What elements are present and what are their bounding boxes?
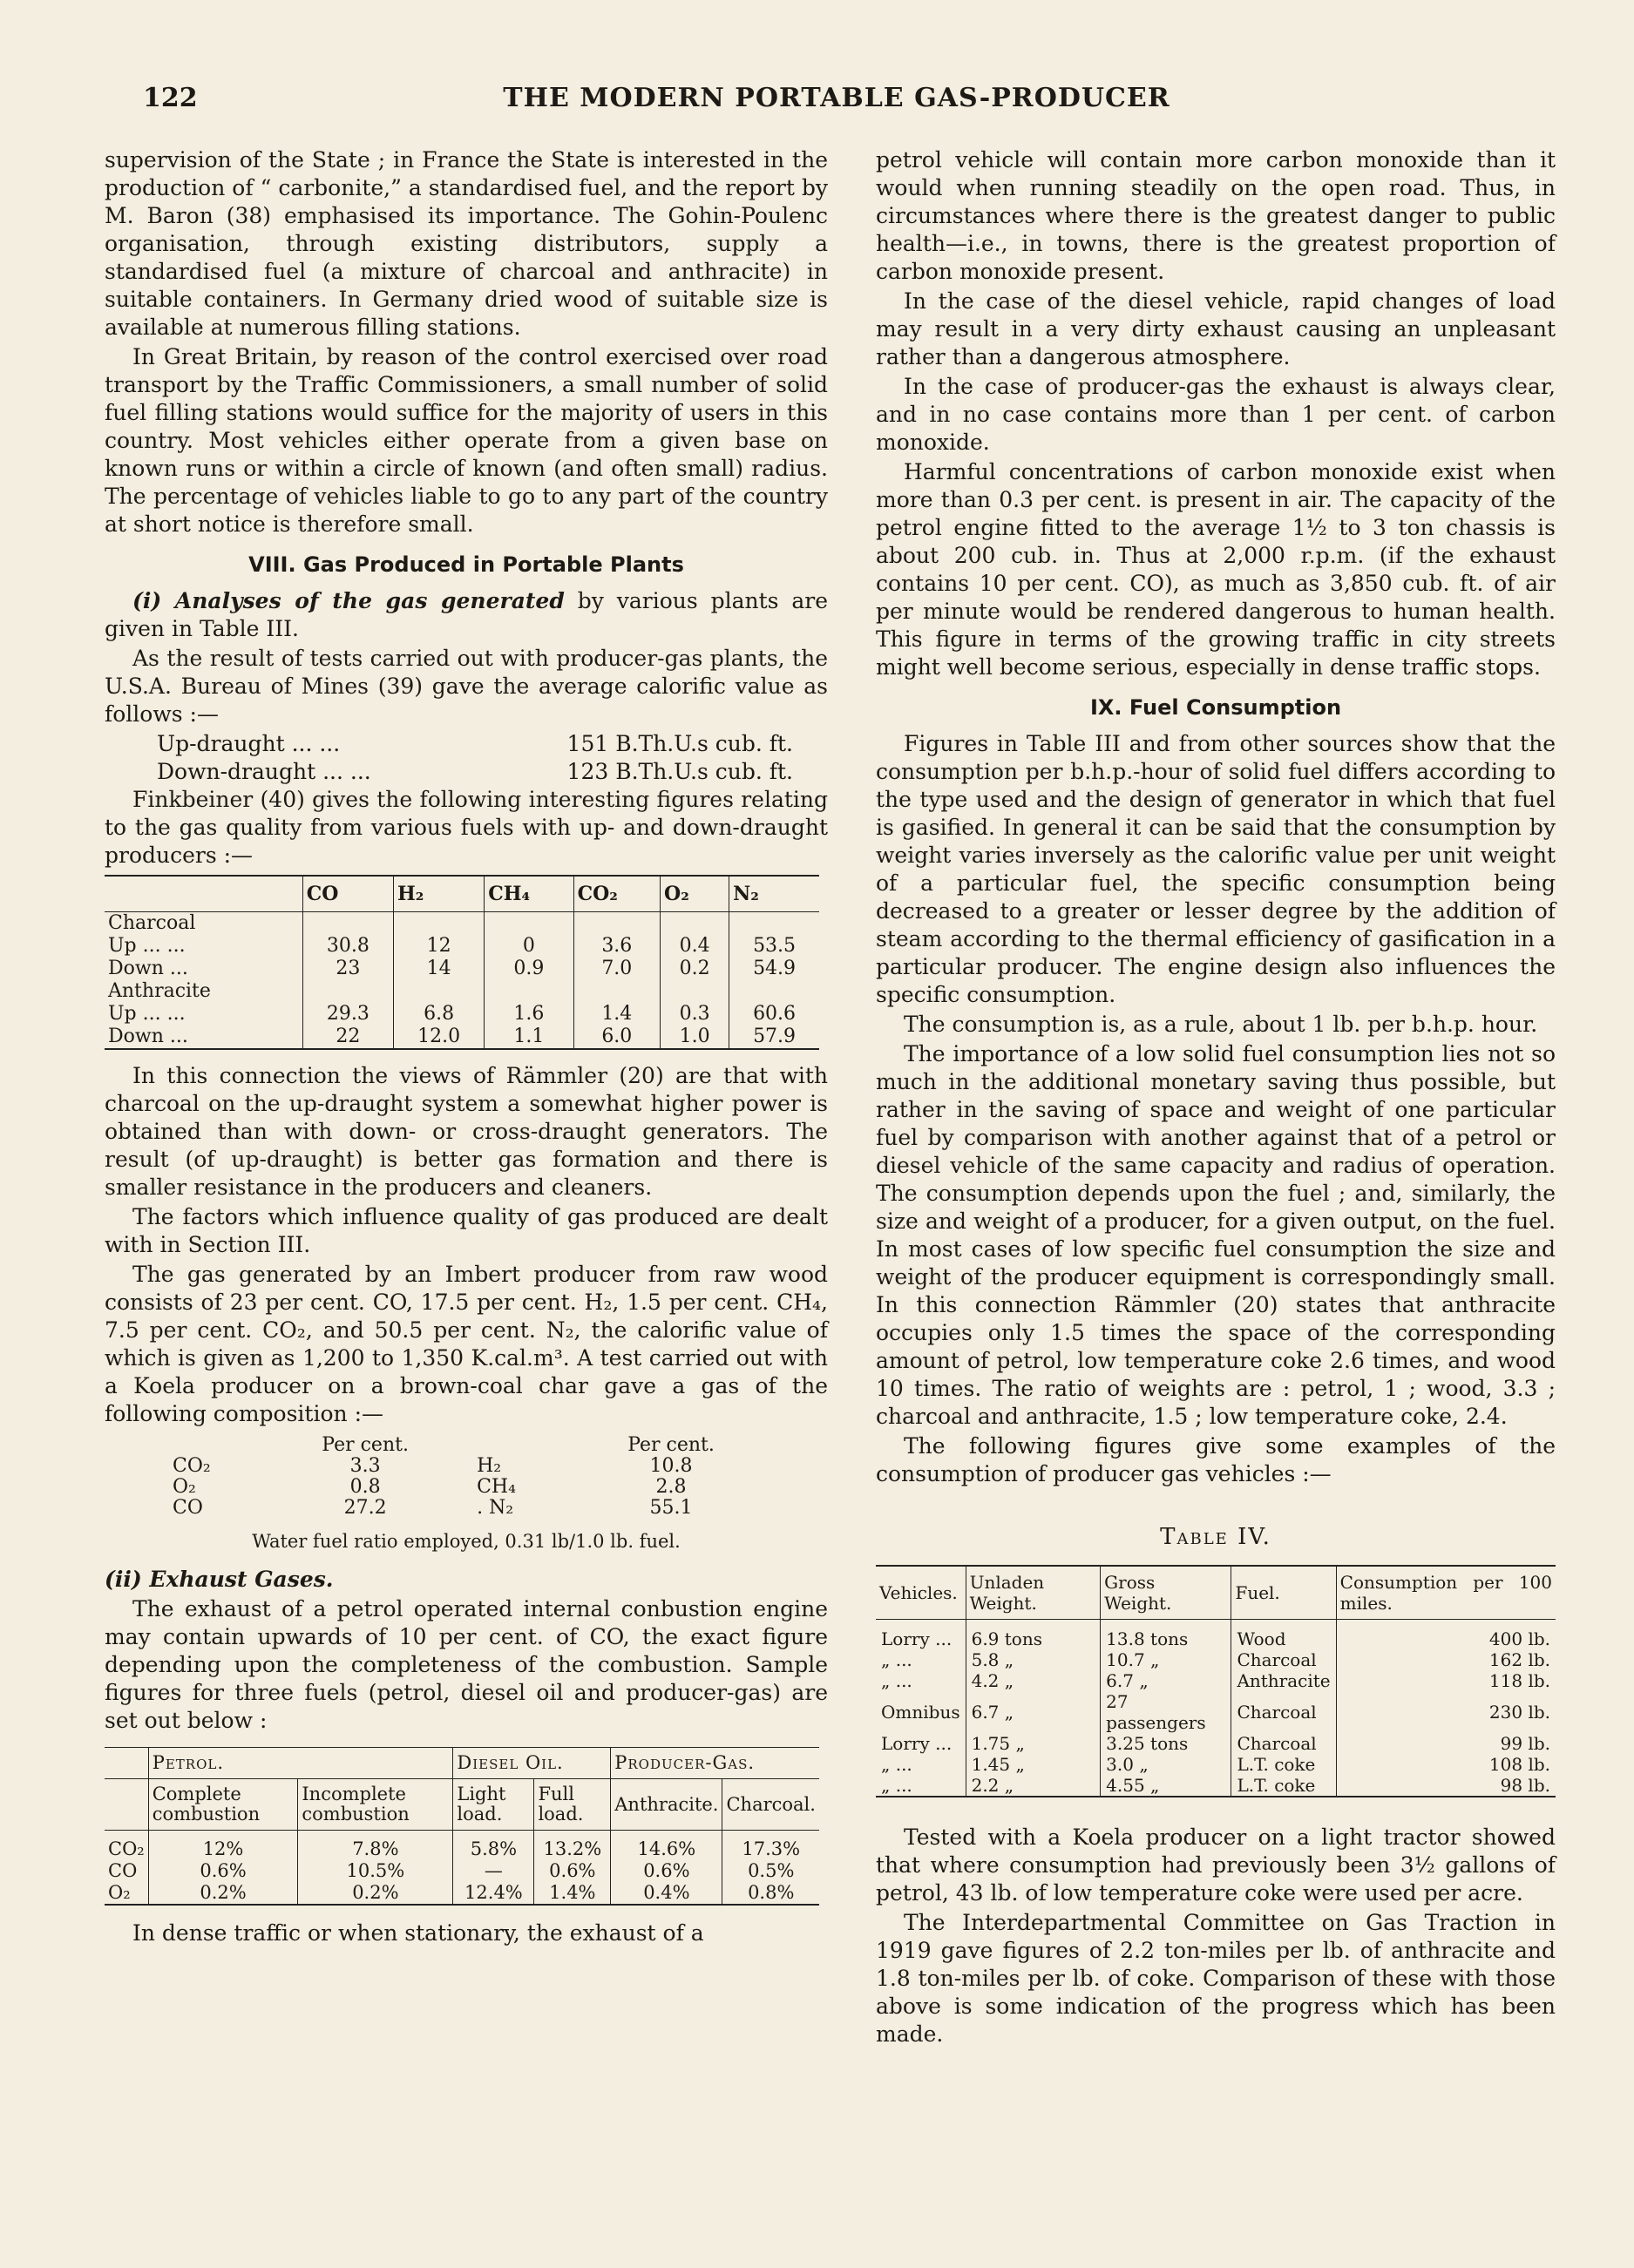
paragraph: supervision of the State ; in France the State is interested in the production of “ carbonite,” a standardised fuel, and the report by M. Baron (38) emphasised its importance. The Gohin-Poulenc organisation, through existing distributors, supply a standardised fuel (a mixture of charcoal and anthracite) in suitable containers. In Germany dried wood of suitable size is available at numerous filling stations. <box>105 147 828 340</box>
table-cell: CO₂ <box>105 1831 148 1861</box>
table-cell <box>302 980 393 1003</box>
paragraph: The importance of a low solid fuel consumption lies not so much in the additional monetary saving thus possible, but rather in the saving of space and weight of one particular fuel by comparison with another against that of a petrol or diesel vehicle of the same capacity and radius of operation. The consumption depends upon the fuel ; and, similarly, the size and weight of a producer, for a given output, on the fuel. In most cases of low specific fuel consumption the size and weight of the producer equipment is correspondingly small. In this connection Rämmler (20) states that anthracite occupies only 1.5 times the space of the corresponding amount of petrol, low temperature coke 2.6 times, and wood 10 times. The ratio of weights are : petrol, 1 ; wood, 3.3 ; charcoal and anthracite, 1.5 ; low temperature coke, 2.4. <box>876 1041 1556 1429</box>
group-header: Producer-Gas. <box>611 1748 819 1779</box>
table-cell: 27.2 <box>343 1497 387 1519</box>
table-cell: 98 lb. <box>1336 1775 1556 1797</box>
paragraph: The exhaust of a petrol operated internal conbustion engine may contain upwards of 10 per cent. of CO, the exact figure depending upon the completeness of the combustion. Sample figures for three fuels (petrol, diesel oil and producer-gas) are set out below : <box>105 1596 828 1733</box>
table-row <box>105 1003 819 1026</box>
table-cell: CO₂ <box>173 1455 211 1477</box>
table-cell: 0.4 <box>661 935 729 958</box>
paragraph-text: by various plants are given in Table III. <box>105 588 829 641</box>
table-cell: 60.6 <box>729 1003 819 1026</box>
table-cell: Lorry ... <box>881 1733 953 1754</box>
table-cell <box>661 912 729 936</box>
table-row <box>876 1649 1556 1670</box>
table-cell: Down ... <box>108 958 188 979</box>
table-cell: 6.8 <box>394 1003 485 1026</box>
table-cell: 1.75 „ <box>966 1733 1101 1754</box>
column-header: N₂ <box>729 876 819 912</box>
table-cell <box>729 980 819 1003</box>
table-cell: 5.8% <box>453 1831 534 1861</box>
fuel-consumption-table <box>876 1565 1556 1797</box>
table-cell: 57.9 <box>729 1026 819 1049</box>
table-cell: 23 <box>302 958 393 980</box>
composition-note: Water fuel ratio employed, 0.31 lb/1.0 lb. fuel. <box>252 1531 681 1552</box>
column-header: Fuel. <box>1231 1566 1336 1620</box>
table-cell: 0.6% <box>534 1860 611 1882</box>
table-cell: 3.0 „ <box>1101 1754 1231 1775</box>
table-cell <box>461 1435 575 1456</box>
table-cell: 0.4% <box>611 1882 722 1905</box>
table-cell <box>394 912 485 936</box>
column-header: Anthracite. <box>611 1779 722 1831</box>
calorific-row <box>105 758 828 786</box>
paragraph: In dense traffic or when stationary, the exhaust of a <box>132 1920 704 1946</box>
table-header-row <box>105 1779 819 1831</box>
table-cell: 0.2% <box>298 1882 453 1905</box>
table-cell: . N₂ <box>477 1497 514 1519</box>
paragraph: The gas generated by an Imbert producer from raw wood consists of 23 per cent. CO, 17.5 per cent. H₂, 1.5 per cent. CH₄, 7.5 per cent. CO₂, and 50.5 per cent. N₂, the calorific value of which is given as 1,200 to 1,350 K.cal.m³. A test carried out with a Koela producer on a brown-coal char gave a gas of the following composition :— <box>105 1262 828 1426</box>
table-cell: 10.5% <box>298 1860 453 1882</box>
table-cell: 0.8% <box>722 1882 819 1905</box>
table-cell: 0 <box>485 935 573 958</box>
table-cell <box>485 912 573 936</box>
right-column <box>876 146 1556 2050</box>
table-row <box>105 1026 819 1049</box>
table-cell: 10.8 <box>649 1455 693 1477</box>
table-cell <box>485 980 573 1003</box>
table-cell: Down ... <box>105 1026 302 1049</box>
paragraph: The following figures give some examples of the consumption of producer gas vehicles :— <box>876 1433 1556 1486</box>
table-cell: 12 <box>394 935 485 958</box>
table-cell: 12% <box>148 1831 298 1861</box>
table-cell: 2.2 „ <box>966 1775 1101 1797</box>
table-cell: 0.2% <box>148 1882 298 1905</box>
column-header <box>105 1779 148 1831</box>
table-cell: O₂ <box>173 1476 196 1498</box>
table-row <box>876 1670 1556 1691</box>
column-header: H₂ <box>394 876 485 912</box>
table-title: Table IV. <box>1160 1524 1271 1550</box>
table-cell <box>729 912 819 936</box>
table-cell: 400 lb. <box>1336 1620 1556 1650</box>
table-row <box>157 1456 767 1477</box>
table-cell: 0.6% <box>148 1860 298 1882</box>
subsection-label: (ii) Exhaust Gases. <box>105 1567 334 1592</box>
table-cell: Omnibus <box>881 1702 960 1723</box>
table-cell: 13.8 tons <box>1101 1620 1231 1650</box>
table-cell: 3.6 <box>573 935 660 958</box>
table-cell: 6.0 <box>573 1026 660 1049</box>
column-header: Complete combustion <box>148 1779 298 1831</box>
table-row <box>105 912 819 936</box>
section-heading: IX. Fuel Consumption <box>1089 695 1342 720</box>
table-cell: 0.6% <box>611 1860 722 1882</box>
table-cell <box>661 980 729 1003</box>
table-cell: 12.4% <box>453 1882 534 1905</box>
paragraph: Harmful concentrations of carbon monoxide exist when more than 0.3 per cent. is present in air. The capacity of the petrol engine fitted to the average 1½ to 3 ton chassis is about 200 cub. in. Thus at 2,000 r.p.m. (if the exhaust contains 10 per cent. CO), as much as 3,850 cub. ft. of air per minute would be rendered dangerous to human health. This figure in terms of the growing traffic in city streets might well become serious, especially in dense traffic stops. <box>876 459 1556 680</box>
table-cell: 12.0 <box>394 1026 485 1049</box>
table-cell: 22 <box>302 1026 393 1049</box>
table-cell: 30.8 <box>302 935 393 958</box>
table-cell: CH₄ <box>477 1476 516 1498</box>
table-row <box>105 958 819 980</box>
table-header-row <box>105 876 819 912</box>
table-cell: 10.7 „ <box>1101 1649 1231 1670</box>
table-cell: 162 lb. <box>1336 1649 1556 1670</box>
table-cell: 99 lb. <box>1336 1733 1556 1754</box>
table-cell: Per cent. <box>627 1434 715 1456</box>
table-cell: 13.2% <box>534 1831 611 1861</box>
cv-value: 123 B.Th.U.s cub. ft. <box>566 759 793 784</box>
paragraph: Tested with a Koela producer on a light tractor showed that where consumption had previously been 3½ gallons of petrol, 43 lb. of low temperature coke were used per acre. <box>876 1825 1556 1906</box>
table-cell: „ ... <box>881 1670 912 1691</box>
table-cell: L.T. coke <box>1231 1775 1336 1797</box>
table-cell <box>394 980 485 1003</box>
page-header <box>131 83 1542 118</box>
column-header: Consumption per 100 miles. <box>1336 1566 1556 1620</box>
column-header <box>105 876 302 912</box>
paragraph: petrol vehicle will contain more carbon monoxide than it would when running steadily on the open road. Thus, in circumstances where there is the greatest danger to public health—i.e., in towns, there is the greatest proportion of carbon monoxide present. <box>876 147 1556 284</box>
paragraph <box>105 1566 828 1594</box>
paragraph: The factors which influence quality of gas produced are dealt with in Section III. <box>105 1204 828 1257</box>
table-row <box>876 1620 1556 1650</box>
section-heading: VIII. Gas Produced in Portable Plants <box>248 552 684 577</box>
table-cell: 118 lb. <box>1336 1670 1556 1691</box>
exhaust-gas-table <box>105 1747 819 1906</box>
table-header-row <box>105 1748 819 1779</box>
table-cell: 14 <box>394 958 485 980</box>
gas-composition-table <box>105 875 819 1050</box>
table-cell: Charcoal <box>1231 1733 1336 1754</box>
paragraph: In the case of producer-gas the exhaust is always clear, and in no case contains more than 1 per cent. of carbon monoxide. <box>876 374 1556 455</box>
column-header: Incomplete combustion <box>298 1779 453 1831</box>
column-header: Gross Weight. <box>1101 1566 1231 1620</box>
table-cell: „ ... <box>876 1775 966 1797</box>
table-cell: O₂ <box>105 1882 148 1905</box>
column-header: O₂ <box>661 876 729 912</box>
column-header: Vehicles. <box>876 1566 966 1620</box>
table-cell: 17.3% <box>722 1831 819 1861</box>
cv-label: Up-draught ... ... <box>157 731 341 756</box>
column-header: CH₄ <box>485 876 573 912</box>
table-cell: Charcoal <box>1231 1691 1336 1733</box>
table-row <box>876 1754 1556 1775</box>
table-row <box>105 980 819 1003</box>
table-cell <box>157 1435 269 1456</box>
paragraph: In this connection the views of Rämmler (20) are that with charcoal on the up-draught system a somewhat higher power is obtained than with down- or cross-draught generators. The result (of up-draught) is better gas formation and there is smaller resistance in the producers and cleaners. <box>105 1063 828 1200</box>
table-cell: Up ... ... <box>108 1003 186 1025</box>
table-cell: 1.1 <box>485 1026 573 1049</box>
table-cell: 0.2 <box>661 958 729 980</box>
table-cell: 29.3 <box>302 1003 393 1026</box>
table-cell <box>302 912 393 936</box>
table-cell: „ ... <box>881 1649 912 1670</box>
group-header: Petrol. <box>148 1748 453 1779</box>
table-cell: 3.25 tons <box>1101 1733 1231 1754</box>
paragraph: As the result of tests carried out with producer-gas plants, the U.S.A. Bureau of Mines (39) gave the average calorific value as follows :— <box>105 646 828 727</box>
table-cell: Charcoal <box>1231 1649 1336 1670</box>
column-header: Charcoal. <box>722 1779 819 1831</box>
page-number: 122 <box>143 83 198 113</box>
table-cell: 1.0 <box>661 1026 729 1049</box>
table-cell: 0.3 <box>661 1003 729 1026</box>
table-cell <box>573 980 660 1003</box>
column-header: CO₂ <box>573 876 660 912</box>
table-cell: „ ... <box>881 1754 912 1775</box>
table-row <box>876 1733 1556 1754</box>
table-cell: 0.8 <box>349 1476 381 1498</box>
table-cell: 6.7 „ <box>966 1691 1101 1733</box>
table-row <box>105 1882 819 1905</box>
cv-label: Down-draught ... ... <box>157 759 371 784</box>
table-cell: 6.7 „ <box>1101 1670 1231 1691</box>
table-cell: 4.55 „ <box>1101 1775 1231 1797</box>
table-cell: 1.6 <box>485 1003 573 1026</box>
table-cell: 0.5% <box>722 1860 819 1882</box>
table-cell: 55.1 <box>649 1497 693 1519</box>
coal-char-composition <box>157 1435 767 1519</box>
table-cell: Up ... ... <box>108 935 186 957</box>
table-cell: 5.8 „ <box>966 1649 1101 1670</box>
subsection-label: (i) Analyses of the gas generated <box>132 588 565 613</box>
column-header: CO <box>302 876 393 912</box>
table-cell: 4.2 „ <box>966 1670 1101 1691</box>
table-row <box>105 1831 819 1861</box>
table-cell: 1.4 <box>573 1003 660 1026</box>
table-cell: CO <box>173 1497 203 1519</box>
cv-value: 151 B.Th.U.s cub. ft. <box>566 731 793 756</box>
table-row <box>157 1498 767 1519</box>
table-cell: 2.8 <box>655 1476 687 1498</box>
running-title: THE MODERN PORTABLE GAS-PRODUCER <box>503 83 1170 113</box>
table-row <box>105 935 819 958</box>
paragraph: Figures in Table III and from other sources show that the consumption per b.h.p.-hour of solid fuel differs according to the type used and the design of generator in which that fuel is gasified. In general it can be said that the consumption by weight varies inversely as the calorific value per unit weight of a particular fuel, the specific consumption being decreased to a greater or lesser degree by the addition of steam according to the thermal efficiency of gasification in a particular producer. The engine design also influences the specific consumption. <box>876 731 1556 1007</box>
calorific-row <box>105 730 828 758</box>
table-cell <box>573 912 660 936</box>
table-cell: 14.6% <box>611 1831 722 1861</box>
table-cell: 53.5 <box>729 935 819 958</box>
table-row <box>876 1775 1556 1797</box>
table-cell: Charcoal <box>108 912 196 934</box>
table-cell: 7.8% <box>298 1831 453 1861</box>
column-header: Light load. <box>453 1779 534 1831</box>
column-header: Full load. <box>534 1779 611 1831</box>
table-cell: 1.45 „ <box>966 1754 1101 1775</box>
table-header-row <box>876 1566 1556 1620</box>
table-cell: Anthracite <box>108 980 211 1002</box>
table-cell: CO <box>105 1860 148 1882</box>
table-cell: 54.9 <box>729 958 819 980</box>
table-header-row <box>157 1435 767 1456</box>
table-cell: 0.9 <box>485 958 573 980</box>
table-row <box>157 1477 767 1498</box>
paragraph: In the case of the diesel vehicle, rapid changes of load may result in a very dirty exhaust causing an unpleasant rather than a dangerous atmosphere. <box>876 288 1556 369</box>
table-cell: 1.4% <box>534 1882 611 1905</box>
table-cell: 3.3 <box>349 1455 381 1477</box>
table-cell: L.T. coke <box>1231 1754 1336 1775</box>
table-cell: 108 lb. <box>1336 1754 1556 1775</box>
table-cell: — <box>453 1860 534 1882</box>
table-row <box>105 1860 819 1882</box>
paragraph: Finkbeiner (40) gives the following interesting figures relating to the gas quality from various fuels with up- and down-draught producers :— <box>105 787 828 868</box>
table-cell: H₂ <box>477 1455 502 1477</box>
table-cell: 7.0 <box>573 958 660 980</box>
table-row <box>876 1691 1556 1733</box>
table-cell: Wood <box>1231 1620 1336 1650</box>
left-column <box>105 146 828 1949</box>
group-header: Diesel Oil. <box>453 1748 611 1779</box>
table-cell: Lorry ... <box>881 1628 953 1649</box>
paragraph: The Interdepartmental Committee on Gas Traction in 1919 gave figures of 2.2 ton-miles per lb. of anthracite and 1.8 ton-miles per lb. of coke. Comparison of these with those above is some indication of the progress which has been made. <box>876 1910 1556 2047</box>
column-header: Unladen Weight. <box>966 1566 1101 1620</box>
table-cell: 6.9 tons <box>966 1620 1101 1650</box>
table-cell: 230 lb. <box>1336 1691 1556 1733</box>
paragraph: In Great Britain, by reason of the control exercised over road transport by the Traffic Commissioners, a small number of solid fuel filling stations would suffice for the majority of users in this country. Most vehicles either operate from a given base on known runs or within a circle of known (and often small) radius. The percentage of vehicles liable to go to any part of the country at short notice is therefore small. <box>105 344 828 537</box>
column-header <box>105 1748 148 1779</box>
table-cell: Anthracite <box>1231 1670 1336 1691</box>
paragraph <box>105 587 828 643</box>
table-cell: Per cent. <box>322 1434 409 1456</box>
paragraph: The consumption is, as a rule, about 1 lb. per b.h.p. hour. <box>904 1012 1538 1037</box>
table-cell: 27 passengers <box>1101 1691 1231 1733</box>
